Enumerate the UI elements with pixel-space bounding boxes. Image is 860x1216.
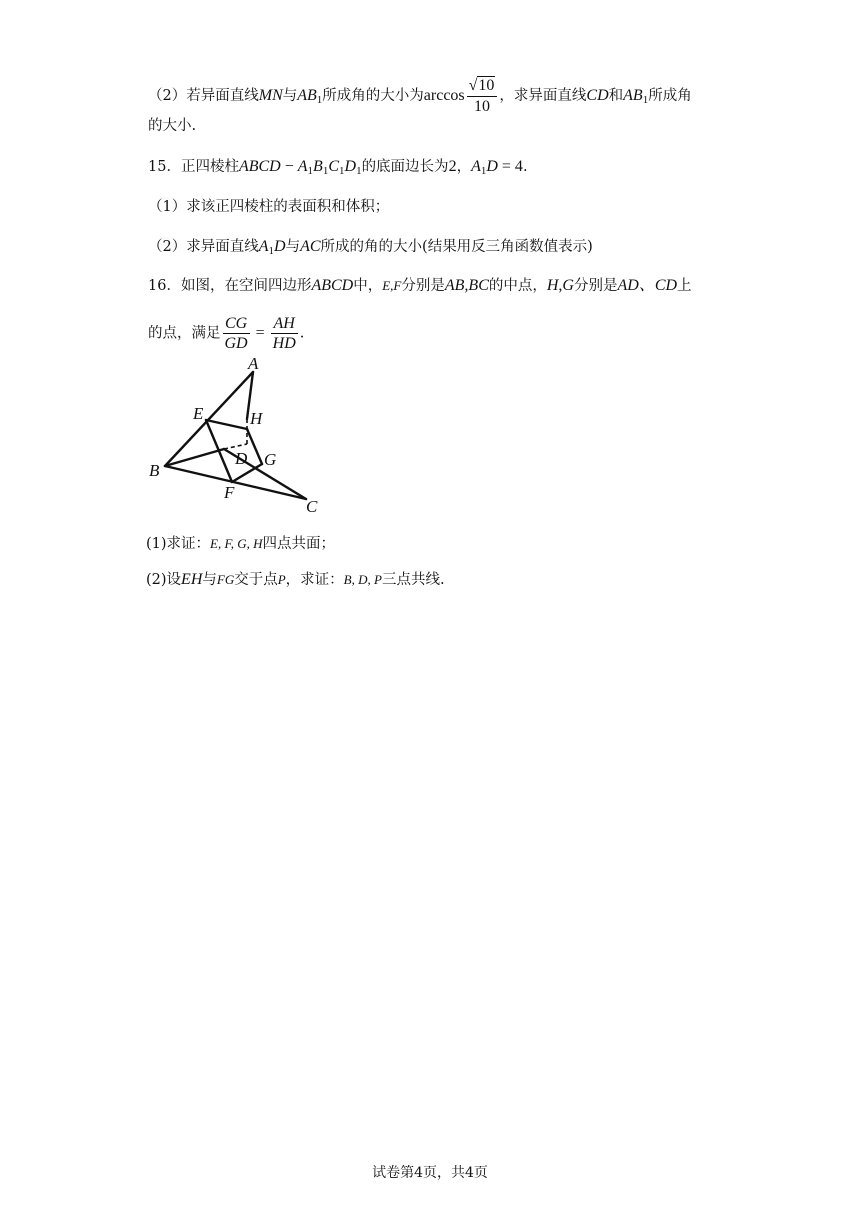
fraction-cg-over-gd: $\frac{CG}{GD}$ [224, 315, 248, 352]
label-h: H [250, 409, 263, 428]
q16-stem-line2: 的点，满足 $\frac{CG}{GD}$ = $\frac{AH}{HD}$ . [148, 315, 305, 352]
label-c: C [306, 497, 318, 516]
fraction-ah-over-hd: $\frac{AH}{HD}$ [272, 315, 296, 352]
q16-part1: (1)求证：E, F, G, H四点共面； [146, 536, 336, 552]
q16-stem-line1: 16．如图，在空间四边形ABCD中，E,F分别是AB,BC的中点，H,G分别是AD、CD上 [148, 277, 692, 294]
label-b: B [149, 461, 160, 480]
q14-part2-line2: 的大小. [148, 118, 197, 134]
q15-stem: 15．正四棱柱ABCD − $A_1B_1C_1D_1$的底面边长为2，$A_1D = 4$. [148, 158, 528, 177]
page-footer: 试卷第4页，共4页 [372, 1165, 488, 1181]
spatial-quadrilateral-figure [146, 352, 336, 522]
label-a: A [248, 354, 259, 373]
q14-part2-line1: （2）若异面直线MN与$AB_1$所成角的大小为arccos $\frac{√10}{10}$ ，求异面直线CD和$AB_1$所成角 [148, 77, 692, 115]
q16-part2: (2)设EH与FG交于点P，求证：B, D, P三点共线. [146, 571, 445, 588]
edge-bc [165, 466, 306, 499]
q15-part2: （2）求异面直线$A_1D$与AC所成的角的大小(结果用反三角函数值表示) [148, 238, 593, 257]
fraction-sqrt10-over-10: $\frac{√10}{10}$ [467, 76, 498, 116]
label-g: G [264, 450, 277, 469]
edge-eh [206, 420, 247, 429]
label-f: F [224, 483, 235, 502]
edge-hg [247, 429, 262, 464]
q15-part1: （1）求该正四棱柱的表面积和体积； [148, 199, 390, 215]
label-e: E [193, 404, 204, 423]
label-d: D [235, 449, 248, 468]
